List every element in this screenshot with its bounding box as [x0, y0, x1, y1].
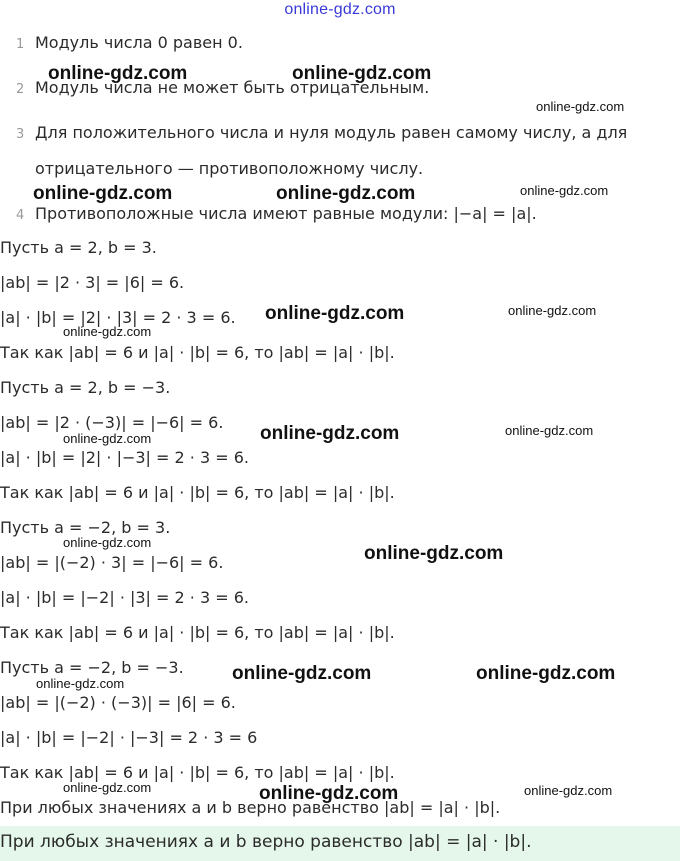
conclusion-text: При любых значениях a и b верно равенство |ab| = |a| · |b|. — [0, 832, 532, 852]
list-item: Модуль числа 0 равен 0. — [35, 33, 243, 52]
solution-line: |a| · |b| = |−2| · |3| = 2 · 3 = 6. — [0, 588, 249, 607]
solution-line: |a| · |b| = |2| · |3| = 2 · 3 = 6. — [0, 308, 236, 327]
solution-line: Пусть a = 2, b = 3. — [0, 238, 157, 257]
solution-line: |ab| = |2 · (−3)| = |−6| = 6. — [0, 413, 224, 432]
solution-line: |a| · |b| = |2| · |−3| = 2 · 3 = 6. — [0, 448, 249, 467]
list-number: 2 — [16, 82, 25, 97]
solution-line: |a| · |b| = |−2| · |−3| = 2 · 3 = 6 — [0, 728, 258, 747]
solution-line: Так как |ab| = 6 и |a| · |b| = 6, то |ab| = |a| · |b|. — [0, 343, 395, 362]
watermark: online-gdz.com — [364, 543, 504, 564]
watermark: online-gdz.com — [63, 431, 152, 446]
list-item: Модуль числа не может быть отрицательным. — [35, 78, 430, 97]
solution-line: Пусть a = −2, b = −3. — [0, 658, 184, 677]
watermark: online-gdz.com — [63, 780, 152, 795]
watermark: online-gdz.com — [63, 324, 152, 339]
solution-line: При любых значениях a и b верно равенство |ab| = |a| · |b|. — [0, 798, 501, 817]
watermark: online-gdz.com — [476, 663, 616, 684]
watermark: online-gdz.com — [36, 676, 125, 691]
list-item-continuation: отрицательного — противоположному числу. — [35, 159, 424, 178]
solution-line: Так как |ab| = 6 и |a| · |b| = 6, то |ab| = |a| · |b|. — [0, 623, 395, 642]
watermark: online-gdz.com — [63, 535, 152, 550]
solution-line: Пусть a = 2, b = −3. — [0, 378, 171, 397]
solution-line: Так как |ab| = 6 и |a| · |b| = 6, то |ab| = |a| · |b|. — [0, 763, 395, 782]
list-number: 1 — [16, 37, 25, 52]
solution-line: |ab| = |2 · 3| = |6| = 6. — [0, 273, 185, 292]
list-number: 3 — [16, 127, 25, 142]
watermark: online-gdz.com — [520, 183, 609, 198]
watermark: online-gdz.com — [508, 303, 597, 318]
watermark: online-gdz.com — [524, 783, 613, 798]
list-item: Для положительного числа и нуля модуль равен самому числу, а для — [35, 123, 628, 142]
list-item: Противоположные числа имеют равные модули: |−a| = |a|. — [35, 204, 537, 223]
solution-line: |ab| = |(−2) · 3| = |−6| = 6. — [0, 553, 224, 572]
solution-line: |ab| = |(−2) · (−3)| = |6| = 6. — [0, 693, 236, 712]
watermark: online-gdz.com — [232, 663, 372, 684]
list-number: 4 — [16, 208, 25, 223]
watermark: online-gdz.com — [260, 423, 400, 444]
watermark: online-gdz.com — [505, 423, 594, 438]
watermark: online-gdz.com — [48, 63, 188, 84]
watermark: online-gdz.com — [265, 303, 405, 324]
watermark: online-gdz.com — [292, 63, 432, 84]
solution-line: Так как |ab| = 6 и |a| · |b| = 6, то |ab| = |a| · |b|. — [0, 483, 395, 502]
watermark: online-gdz.com — [259, 783, 399, 804]
watermark: online-gdz.com — [276, 183, 416, 204]
watermark: online-gdz.com — [33, 183, 173, 204]
watermark: online-gdz.com — [536, 99, 625, 114]
site-header-link[interactable]: online-gdz.com — [284, 1, 396, 18]
solution-line: Пусть a = −2, b = 3. — [0, 518, 171, 537]
